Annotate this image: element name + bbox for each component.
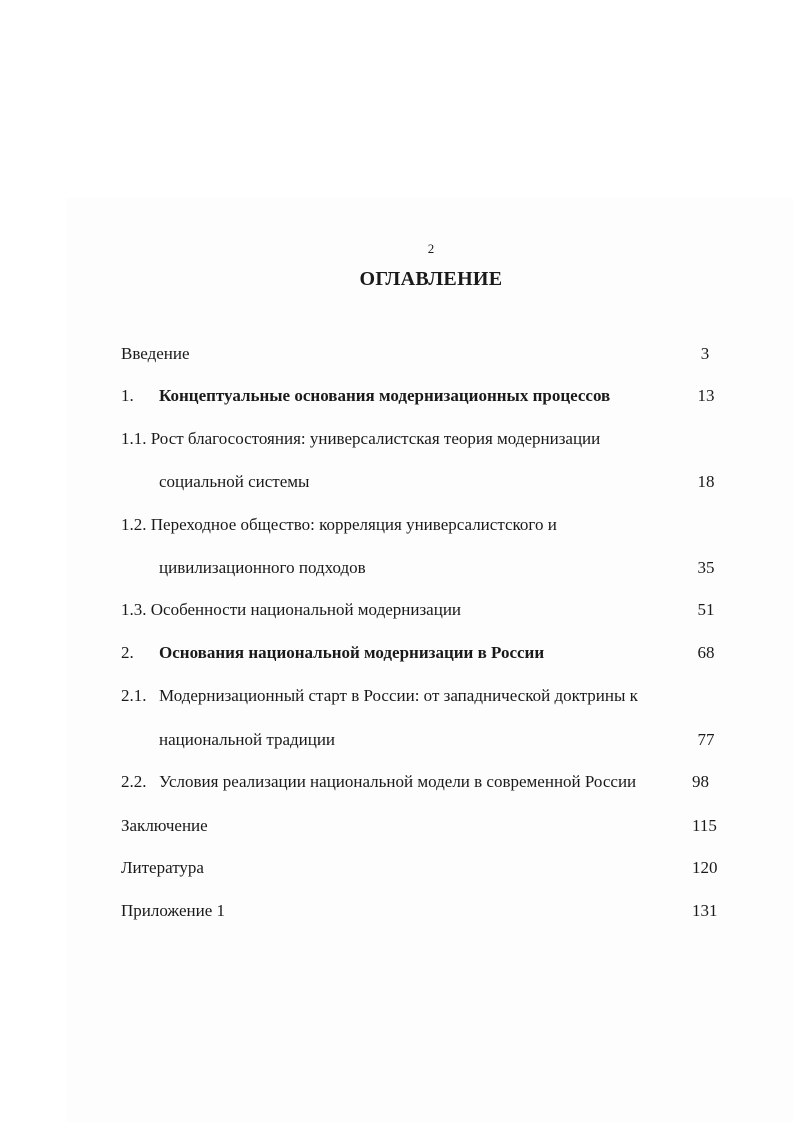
toc-entry-1-1-line1	[0, 426, 793, 452]
toc-entry-1-3	[0, 597, 793, 623]
page-number: 2	[427, 241, 435, 256]
toc-entry-1-2-line2	[0, 555, 793, 581]
toc-entry-2-2	[0, 769, 793, 795]
toc-entry-2-1-line2	[0, 727, 793, 753]
toc-entry-2-1-line1	[0, 683, 793, 709]
toc-entry-section-1	[0, 383, 793, 409]
toc-entry-page: 131	[692, 901, 718, 920]
toc-entry-page: 120	[692, 858, 718, 877]
toc-entry-text: 1.2. Переходное общество: корреляция универсалистского и	[121, 515, 557, 534]
toc-entry-text: Условия реализации национальной модели в современной России	[159, 772, 637, 791]
toc-title: ОГЛАВЛЕНИЕ	[359, 268, 503, 290]
toc-section-number: 1.	[121, 386, 134, 405]
toc-section-number: 2.1.	[121, 686, 147, 705]
toc-entry-literature	[0, 855, 793, 881]
toc-entry-text: Введение	[121, 344, 190, 363]
toc-entry-text-continued: цивилизационного подходов	[159, 558, 366, 577]
toc-entry-page: 35	[697, 558, 715, 577]
toc-entry-text: Основания национальной модернизации в России	[159, 643, 545, 662]
toc-entry-page: 51	[697, 600, 715, 619]
toc-entry-section-2	[0, 640, 793, 666]
toc-entry-text: 1.3. Особенности национальной модернизации	[121, 600, 462, 619]
toc-entry-page: 68	[697, 643, 715, 662]
toc-entry-page: 98	[692, 772, 709, 791]
toc-entry-text: Концептуальные основания модернизационных процессов	[159, 386, 611, 405]
toc-entry-page: 77	[697, 730, 715, 749]
toc-entry-appendix	[0, 898, 793, 924]
toc-section-number: 2.	[121, 643, 134, 662]
toc-entry-1-2-line1	[0, 512, 793, 538]
toc-entry-intro	[0, 341, 793, 367]
toc-entry-page: 13	[697, 386, 715, 405]
toc-entry-text: Литература	[121, 858, 204, 877]
toc-entry-1-1-line2	[0, 469, 793, 495]
toc-entry-page: 18	[697, 472, 715, 491]
toc-entry-text: 1.1. Рост благосостояния: универсалистская теория модернизации	[121, 429, 601, 448]
toc-entry-text: Заключение	[121, 816, 208, 835]
toc-entry-text-continued: социальной системы	[159, 472, 310, 491]
toc-section-number: 2.2.	[121, 772, 147, 791]
toc-entry-page: 115	[692, 816, 717, 835]
toc-entry-conclusion	[0, 813, 793, 839]
toc-entry-page: 3	[700, 344, 710, 363]
toc-entry-text: Модернизационный старт в России: от западнической доктрины к	[159, 686, 638, 705]
toc-entry-text-continued: национальной традиции	[159, 730, 336, 749]
toc-entry-text: Приложение 1	[121, 901, 225, 920]
